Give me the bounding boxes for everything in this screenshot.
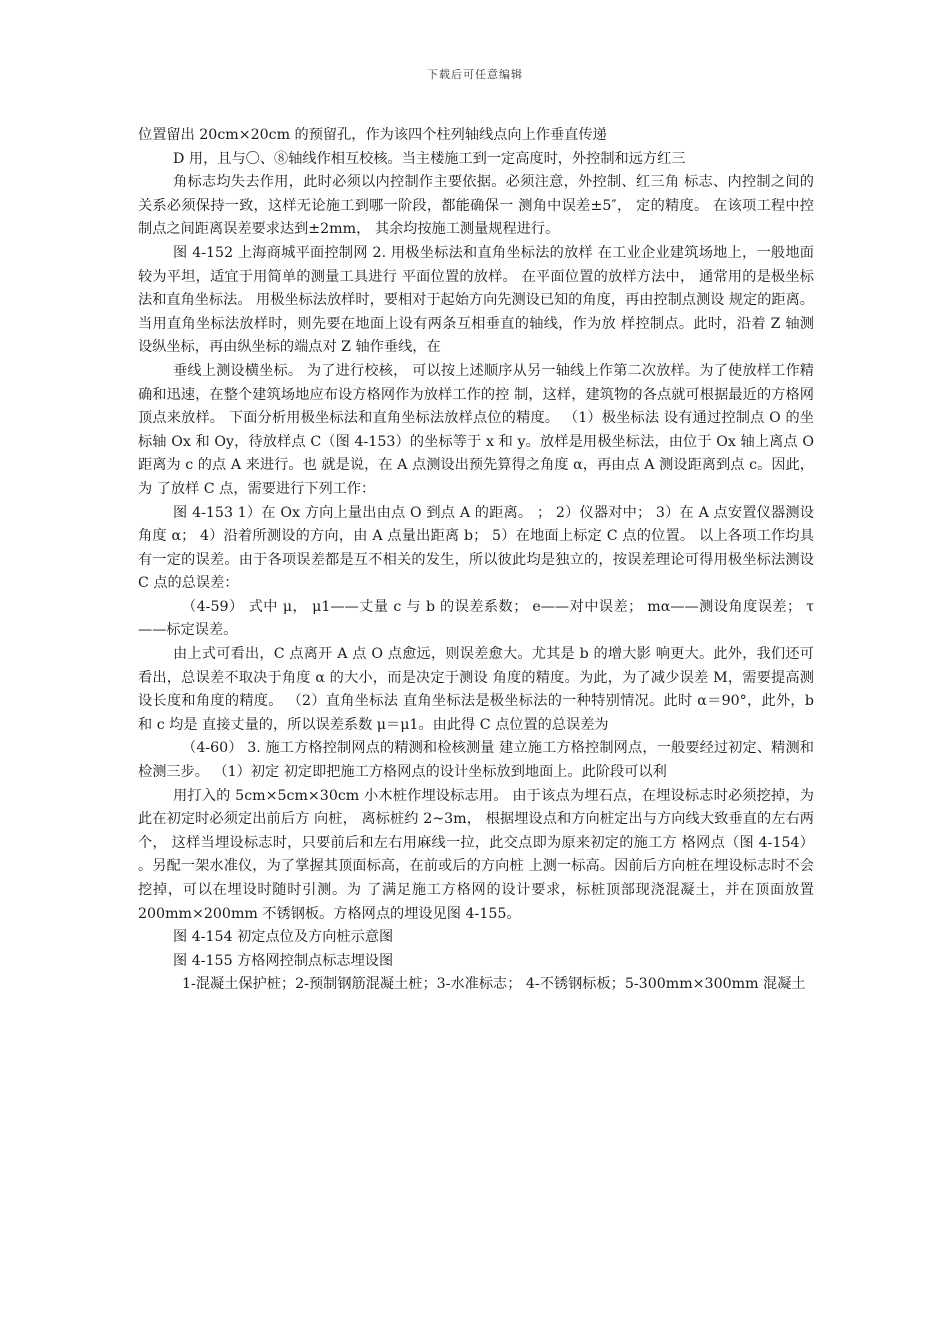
document-body xyxy=(138,124,814,997)
paragraph: 用打入的 5cm×5cm×30cm 小木桩作埋设标志用。 由于该点为埋石点，在埋设标志时必须挖掉，为此在初定时必须定出前后方 向桩， 离标桩约 2~3m， 根据埋设点和方向桩定出与方向线大致垂直的左右两个， 这样当埋设标志时，只要前后和左右用麻线一拉，此交点即为原来初定的施工方 格网点（图 4-154） 。另配一架水准仪，为了掌握其顶面标高，在前或后的方向桩 上测一标高。因前后方向桩在埋设标志时不会挖掉，可以在埋设时随时引测。为 了满足施工方格网的设计要求，标桩顶部现浇混凝土，并在顶面放置 200mm×200mm 不锈钢板。方格网点的埋设见图 4-155。 xyxy=(138,787,814,922)
paragraph: 垂线上测设横坐标。 为了进行校核， 可以按上述顺序从另一轴线上作第二次放样。为了使放样工作精确和迅速，在整个建筑场地应布设方格网作为放样工作的控 制，这样，建筑物的各点就可根据最近的方格网顶点来放样。 下面分析用极坐标法和直角坐标法放样点位的精度。 （1）极坐标法 设有通过控制点 O 的坐标轴 Ox 和 Oy，待放样点 C（图 4-153）的坐标等于 x 和 y。放样是用极坐标法，由位于 Ox 轴上离点 O 距离为 c 的点 A 来进行。也 就是说，在 A 点测设出预先算得之角度 α，再由点 A 测设距离到点 c。因此，为 了放样 C 点，需要进行下列工作： xyxy=(138,362,814,497)
paragraph: 由上式可看出，C 点离开 A 点 O 点愈远，则误差愈大。尤其是 b 的增大影 响更大。此外，我们还可看出，总误差不取决于角度 α 的大小，而是决定于测设 角度的精度。为此，为了减少误差 M，需要提高测设长度和角度的精度。 （2）直角坐标法 直角坐标法是极坐标法的一种特别情况。此时 α＝90°，此外，b 和 c 均是 直接丈量的，所以误差系数 μ＝μ1。由此得 C 点位置的总误差为 xyxy=(138,646,814,733)
paragraph: 角标志均失去作用，此时必须以内控制作主要依据。必须注意，外控制、红三角 标志、内控制之间的关系必须保持一致，这样无论施工到哪一阶段，都能确保一 测角中误差±5″， 定的精度。 在该项工程中控制点之间距离误差要求达到±2mm， 其余均按施工测量规程进行。 xyxy=(138,174,814,238)
page-header: 下载后可任意编辑 xyxy=(427,68,523,81)
figure-legend: 1-混凝土保护桩；2-预制钢筋混凝土桩；3-水准标志； 4-不锈钢标板；5-300mm×300mm 混凝土 xyxy=(182,976,806,993)
paragraph: 图 4-152 上海商城平面控制网 2. 用极坐标法和直角坐标法的放样 在工业企业建筑场地上，一般地面较为平坦，适宜于用简单的测量工具进行 平面位置的放样。 在平面位置的放样方法中， 通常用的是极坐标法和直角坐标法。 用极坐标法放样时，要相对于起始方向先测设已知的角度，再由控制点测设 规定的距离。 当用直角坐标法放样时，则先要在地面上设有两条互相垂直的轴线，作为放 样控制点。此时，沿着 Z 轴测设纵坐标，再由纵坐标的端点对 Z 轴作垂线，在 xyxy=(138,244,814,356)
figure-caption: 图 4-155 方格网控制点标志埋设图 xyxy=(173,952,394,969)
paragraph: 位置留出 20cm×20cm 的预留孔，作为该四个柱列轴线点向上作垂直传递 xyxy=(138,127,607,143)
paragraph: （4-59） 式中 μ， μ1——丈量 c 与 b 的误差系数； e——对中误差； mα——测设角度误差； τ——标定误差。 xyxy=(138,598,814,639)
paragraph: （4-60） 3. 施工方格控制网点的精测和检核测量 建立施工方格控制网点，一般要经过初定、精测和检测三步。 （1）初定 初定即把施工方格网点的设计坐标放到地面上。此阶段可以利 xyxy=(138,740,814,781)
paragraph: 图 4-153 1）在 Ox 方向上量出由点 O 到点 A 的距离。 ； 2）仪器对中； 3）在 A 点安置仪器测设角度 α； 4）沿着所测设的方向，由 A 点量出距离 b； 5）在地面上标定 C 点的位置。 以上各项工作均具有一定的误差。由于各项误差都是互不相关的发生，所以彼此均是独立的，按误差理论可得用极坐标法测设 C 点的总误差： xyxy=(138,504,814,592)
figure-caption: 图 4-154 初定点位及方向桩示意图 xyxy=(173,929,394,946)
paragraph: D 用，且与〇、⑧轴线作相互校核。当主楼施工到一定高度时，外控制和远方红三 xyxy=(173,150,686,167)
